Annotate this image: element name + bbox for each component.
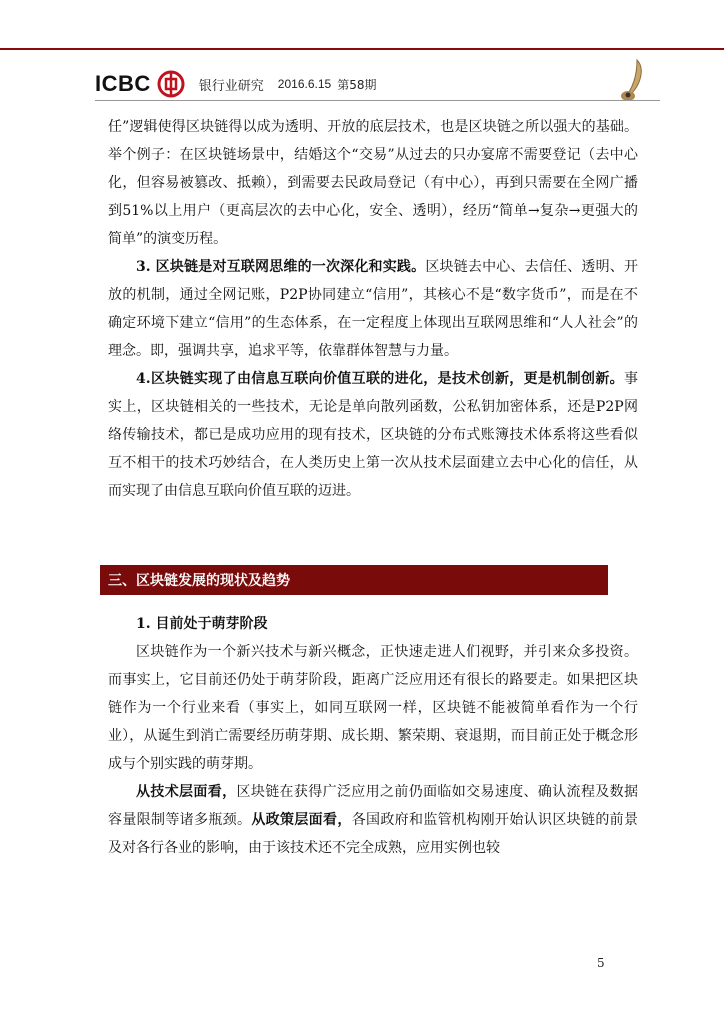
paragraph-emphasis: 从政策层面看，: [251, 812, 352, 828]
paragraph-heading: 3. 区块链是对互联网思维的一次深化和实践。: [136, 259, 426, 275]
paragraph-text: 各国政府和监管机构刚开始认识区块链的前景及对各行各业的影响，由于该技术还不完全成熟，应用实例也较: [108, 812, 639, 856]
paragraph-text: 区块链去中心、去信任、透明、开放的机制，通过全网记账，P2P协同建立“信用”，其核心不是“数字货币”，而是在不确定环境下建立“信用”的生态体系，在一定程度上体现出互联网思维和“人人社会”的理念。即，强调共享，追求平等，依靠群体智慧与力量。: [108, 259, 638, 359]
top-rule: [0, 48, 724, 50]
icbc-emblem-icon: [157, 70, 185, 98]
paragraph: 任”逻辑使得区块链得以成为透明、开放的底层技术，也是区块链之所以强大的基础。举个例子：在区块链场景中，结婚这个“交易”从过去的只办宴席不需要登记（去中心化，但容易被篡改、抵赖），到需要去民政局登记（有中心），再到只需要在全网广播到51%以上用户（更高层次的去中心化，安全、透明），经历“简单→复杂→更强大的简单”的演变历程。: [108, 119, 638, 247]
header-title: 银行业研究: [198, 78, 264, 94]
page-header: [95, 70, 376, 98]
subsection-title: 1. 目前处于萌芽阶段: [136, 616, 268, 632]
section-heading-band: [100, 565, 608, 595]
paragraph-heading: 4.区块链实现了由信息互联向价值互联的进化，是技术创新，更是机制创新。: [136, 371, 624, 387]
paragraph-text: 事实上，区块链相关的一些技术，无论是单向散列函数，公私钥加密体系，还是P2P网络传输技术，都已是成功应用的现有技术，区块链的分布式账簿技术体系将这些看似互不相干的技术巧妙结合，在人类历史上第一次从技术层面建立去中心化的信任，从而实现了由信息互联向价值互联的迈进。: [108, 371, 638, 499]
header-date: 2016.6.15: [277, 77, 332, 91]
paragraph: 区块链作为一个新兴技术与新兴概念，正快速走进人们视野，并引来众多投资。而事实上，它目前还仍处于萌芽阶段，距离广泛应用还有很长的路要走。如果把区块链作为一个行业来看（事实上，如同互联网一样，区块链不能被简单看作为一个行业），从诞生到消亡需要经历萌芽期、成长期、繁荣期、衰退期，而目前正处于概念形成与个别实践的萌芽期。: [108, 644, 638, 772]
paragraph-text: 区块链在获得广泛应用之前仍面临如交易速度、确认流程及数据容量限制等诸多瓶颈。: [108, 784, 639, 828]
header-issue: 第58期: [337, 77, 377, 92]
page-number: 5: [597, 956, 605, 970]
paragraph: [108, 253, 638, 365]
header-rule: [95, 100, 660, 101]
paragraph: [108, 365, 638, 505]
paragraph-emphasis: 从技术层面看，: [136, 784, 237, 800]
quill-pen-icon: [617, 58, 649, 104]
section-title: 三、区块链发展的现状及趋势: [108, 573, 290, 589]
icbc-logo-text: ICBC: [95, 71, 151, 96]
body-lower: [108, 610, 638, 862]
body-upper: [108, 113, 638, 505]
paragraph: [108, 778, 638, 862]
